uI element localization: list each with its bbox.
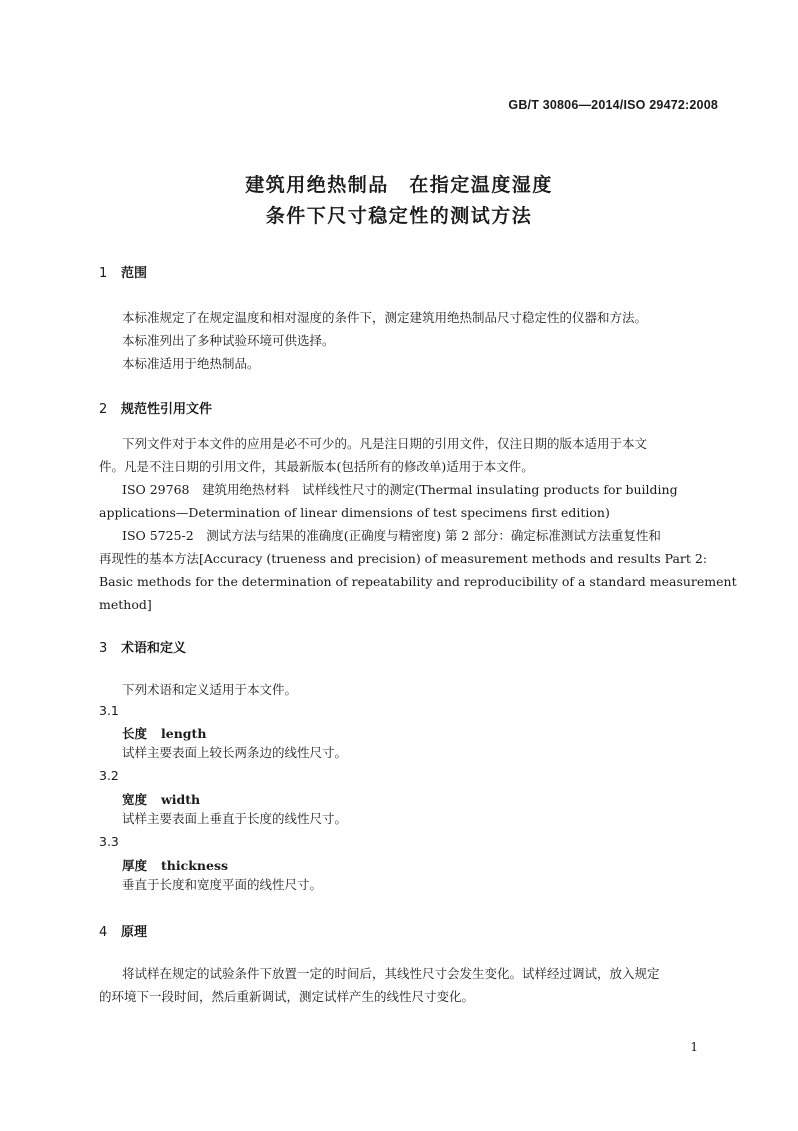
term-en: width <box>161 792 201 807</box>
reference-line: applications—Determination of linear dimensions of test specimens first edition) <box>99 505 610 520</box>
section-number: 3 <box>99 641 108 656</box>
section-title: 规范性引用文件 <box>121 402 213 417</box>
section-2-heading <box>99 398 212 417</box>
term-heading <box>122 724 206 742</box>
reference-line: method] <box>99 597 152 612</box>
standard-code: GB/T 30806—2014/ISO 29472:2008 <box>508 98 718 112</box>
term-heading <box>122 856 228 874</box>
paragraph: 下列术语和定义适用于本文件。 <box>122 682 298 697</box>
term-number: 3.3 <box>99 834 119 849</box>
paragraph-line: 下列文件对于本文件的应用是必不可少的。凡是注日期的引用文件，仅注日期的版本适用于本文 <box>122 436 648 451</box>
title-line-2: 条件下尺寸稳定性的测试方法 <box>265 205 533 227</box>
term-zh: 厚度 <box>122 858 148 873</box>
section-1-heading <box>99 262 147 281</box>
section-3-heading <box>99 637 186 656</box>
term-definition: 试样主要表面上垂直于长度的线性尺寸。 <box>122 811 348 826</box>
paragraph: 本标准适用于绝热制品。 <box>122 356 260 371</box>
reference-line: ISO 5725-2 测试方法与结果的准确度(正确度与精密度) 第 2 部分：确定标准测试方法重复性和 <box>122 528 661 543</box>
page-number: 1 <box>690 1040 698 1054</box>
section-title: 原理 <box>121 925 148 940</box>
paragraph: 本标准列出了多种试验环境可供选择。 <box>122 333 335 348</box>
paragraph-line: 件。凡是不注日期的引用文件，其最新版本(包括所有的修改单)适用于本文件。 <box>99 459 534 474</box>
section-title: 范围 <box>121 266 148 281</box>
section-4-heading <box>99 921 147 940</box>
section-number: 1 <box>99 266 108 281</box>
title-line-1: 建筑用绝热制品 在指定温度湿度 <box>245 174 553 196</box>
reference-line: 再现性的基本方法[Accuracy (trueness and precision) of measurement methods and results Part 2: <box>99 551 708 566</box>
section-title: 术语和定义 <box>121 641 187 656</box>
section-number: 4 <box>99 925 108 940</box>
paragraph-line: 的环境下一段时间，然后重新调试，测定试样产生的线性尺寸变化。 <box>99 989 475 1004</box>
paragraph-line: 将试样在规定的试验条件下放置一定的时间后，其线性尺寸会发生变化。试样经过调试，放入规定 <box>122 966 660 981</box>
term-en: thickness <box>161 858 229 873</box>
paragraph: 本标准规定了在规定温度和相对湿度的条件下，测定建筑用绝热制品尺寸稳定性的仪器和方法。 <box>122 310 648 325</box>
term-heading <box>122 790 200 808</box>
section-number: 2 <box>99 402 108 417</box>
term-definition: 垂直于长度和宽度平面的线性尺寸。 <box>122 877 323 892</box>
term-en: length <box>161 726 207 741</box>
term-number: 3.1 <box>99 703 119 718</box>
term-number: 3.2 <box>99 768 119 783</box>
reference-line: Basic methods for the determination of repeatability and reproducibility of a standard measurement <box>99 574 737 589</box>
reference-line: ISO 29768 建筑用绝热材料 试样线性尺寸的测定(Thermal insulating products for building <box>122 482 678 497</box>
term-zh: 长度 <box>122 726 148 741</box>
term-definition: 试样主要表面上较长两条边的线性尺寸。 <box>122 745 348 760</box>
term-zh: 宽度 <box>122 792 148 807</box>
